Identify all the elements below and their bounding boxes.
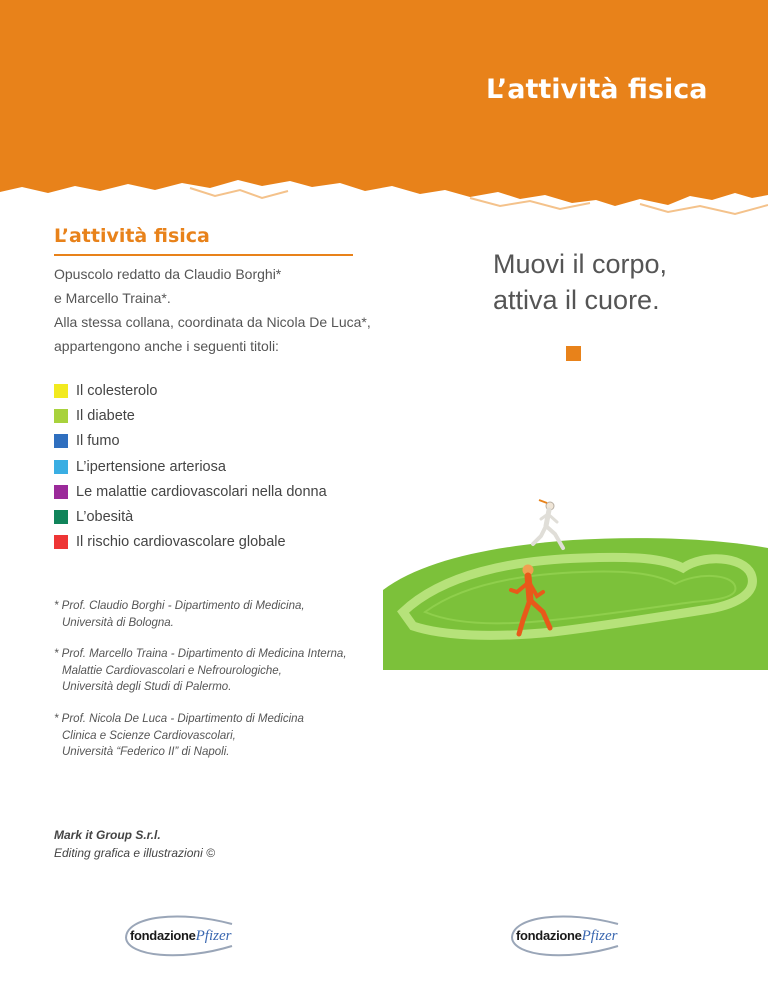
list-item (54, 454, 327, 479)
credit-company: Mark it Group S.r.l. (54, 828, 161, 842)
torn-paper-fiber (640, 204, 768, 214)
color-swatch-icon (54, 409, 68, 423)
color-swatch-icon (54, 384, 68, 398)
title-label: Il colesterolo (76, 382, 158, 399)
list-item (54, 403, 327, 428)
fondazione-pfizer-logo (120, 908, 238, 964)
footnote-line: Università degli Studi di Palermo. (62, 681, 232, 694)
color-swatch-icon (54, 460, 68, 474)
color-swatch-icon (54, 434, 68, 448)
logo-wordmark: fondazionePfizer (130, 928, 232, 944)
footnote (54, 598, 347, 631)
fondazione-pfizer-logo (506, 908, 624, 964)
list-item (54, 504, 327, 529)
list-item (54, 530, 327, 555)
logo-wordmark: fondazionePfizer (516, 928, 618, 944)
footnote-line: Malattie Cardiovascolari e Nefrourologiche, (62, 664, 282, 677)
footnote (54, 711, 347, 761)
footnote-line: * Prof. Nicola De Luca - Dipartimento di Medicina (54, 712, 304, 725)
torn-paper-fiber (190, 188, 288, 198)
color-swatch-icon (54, 510, 68, 524)
footnote-line: Clinica e Scienze Cardiovascolari, (62, 729, 236, 742)
color-swatch-icon (54, 535, 68, 549)
runners-illustration (383, 494, 768, 670)
section-heading: L’attività fisica (54, 225, 210, 247)
intro-line: e Marcello Traina*. (54, 290, 171, 306)
footnote-line: * Prof. Claudio Borghi - Dipartimento di Medicina, (54, 600, 305, 612)
intro-line: Alla stessa collana, coordinata da Nicola De Luca*, (54, 314, 371, 330)
heading-rule (54, 254, 353, 256)
list-item (54, 429, 327, 454)
title-label: Il diabete (76, 407, 135, 424)
intro-line: Opuscolo redatto da Claudio Borghi* (54, 266, 282, 282)
tagline-line: attiva il cuore. (493, 285, 660, 315)
credit-block (54, 826, 215, 862)
credit-role: Editing grafica e illustrazioni © (54, 846, 215, 860)
intro-paragraph (54, 262, 384, 358)
list-item (54, 479, 327, 504)
orange-banner (0, 0, 768, 220)
banner-title: L’attività fisica (486, 74, 708, 105)
tagline (493, 246, 667, 318)
orange-square-icon (566, 346, 581, 361)
author-footnotes (54, 598, 347, 776)
footnote-line: Università “Federico II” di Napoli. (62, 746, 230, 759)
title-label: Le malattie cardiovascolari nella donna (76, 483, 327, 500)
color-swatch-icon (54, 485, 68, 499)
intro-line: appartengono anche i seguenti titoli: (54, 338, 279, 354)
footnote-line: * Prof. Marcello Traina - Dipartimento di Medicina Interna, (54, 648, 347, 661)
title-label: L’ipertensione arteriosa (76, 458, 226, 475)
series-titles-list (54, 378, 327, 555)
footnote-line: Università di Bologna. (62, 616, 174, 629)
title-label: Il fumo (76, 433, 120, 450)
footnote (54, 646, 347, 696)
runner-white-icon (533, 500, 563, 548)
list-item (54, 378, 327, 403)
tagline-line: Muovi il corpo, (493, 249, 668, 279)
title-label: Il rischio cardiovascolare globale (76, 534, 286, 551)
title-label: L’obesità (76, 509, 134, 526)
